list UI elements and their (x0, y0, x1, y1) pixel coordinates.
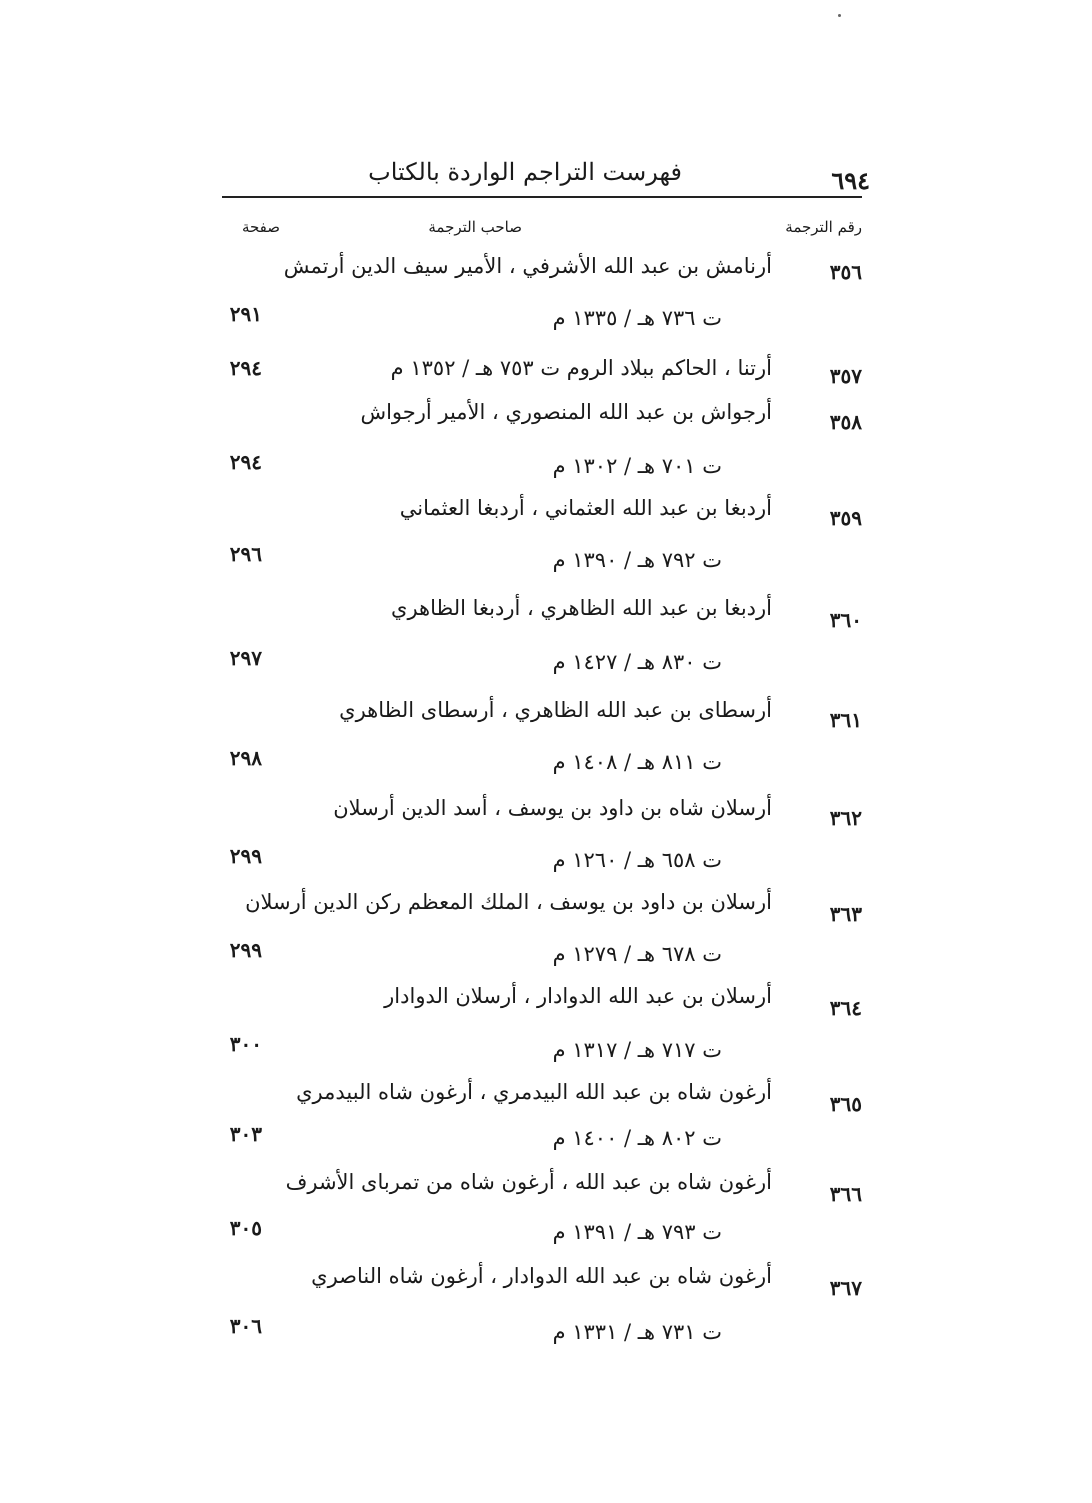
entry-page: ٢٩٤ (229, 450, 262, 474)
entry-death-date: ت ٧١٧ هـ / ١٣١٧ م (552, 1038, 722, 1062)
entry-death-date: ت ٨٠٢ هـ / ١٤٠٠ م (552, 1126, 722, 1150)
entry-number: ٣٦٠ (829, 608, 862, 632)
entry-page: ٢٩٤ (229, 356, 262, 380)
entry-number: ٣٦٥ (829, 1092, 862, 1116)
entry-death-date: ت ٧٩٣ هـ / ١٣٩١ م (552, 1220, 722, 1244)
entry-name: أردبغا بن عبد الله العثماني ، أردبغا العثماني (399, 496, 772, 520)
entry-number: ٣٦٤ (829, 996, 862, 1020)
entry-name: أرسلان بن داود بن يوسف ، الملك المعظم ركن الدين أرسلان (245, 890, 772, 914)
page-number: ٦٩٤ (831, 166, 870, 195)
header-rule (222, 196, 862, 198)
page-title: فهرست التراجم الواردة بالكتاب (368, 158, 682, 186)
entry-number: ٣٦٦ (829, 1182, 862, 1206)
entry-death-date: ت ٧٣١ هـ / ١٣٣١ م (552, 1320, 722, 1344)
entry-death-date: ت ٧٠١ هـ / ١٣٠٢ م (552, 454, 722, 478)
entry-number: ٣٥٨ (829, 410, 862, 434)
entry-number: ٣٥٦ (829, 260, 862, 284)
entry-number: ٣٦٢ (829, 806, 862, 830)
entry-number: ٣٥٩ (829, 506, 862, 530)
column-header-page: صفحة (241, 218, 280, 236)
entry-death-date: ت ٨٣٠ هـ / ١٤٢٧ م (552, 650, 722, 674)
entry-death-date: ت ٧٣٦ هـ / ١٣٣٥ م (552, 306, 722, 330)
entry-number: ٣٦١ (829, 708, 862, 732)
entry-page: ٢٩٧ (229, 646, 262, 670)
entry-name: أرجواش بن عبد الله المنصوري ، الأمير أرجواش (360, 400, 772, 424)
entry-number: ٣٦٧ (829, 1276, 862, 1300)
column-header-name: صاحب الترجمة (428, 218, 522, 236)
entry-number: ٣٥٧ (829, 364, 862, 388)
entry-page: ٢٩٩ (229, 844, 262, 868)
entry-page: ٣٠٠ (229, 1032, 262, 1056)
entry-death-date: ت ٨١١ هـ / ١٤٠٨ م (552, 750, 722, 774)
entry-name: أرغون شاه بن عبد الله ، أرغون شاه من تمربای الأشرف (285, 1170, 772, 1194)
entry-page: ٣٠٣ (229, 1122, 262, 1146)
column-header-number: رقم الترجمة (785, 218, 862, 236)
entry-page: ٢٩٨ (229, 746, 262, 770)
entry-page: ٣٠٥ (229, 1216, 262, 1240)
entry-name: أرسلان بن عبد الله الدوادار ، أرسلان الدوادار (384, 984, 772, 1008)
entry-death-date: ت ٧٩٢ هـ / ١٣٩٠ م (552, 548, 722, 572)
entry-name: أردبغا بن عبد الله الظاهري ، أردبغا الظاهري (391, 596, 772, 620)
entry-death-date: ت ٦٧٨ هـ / ١٢٧٩ م (552, 942, 722, 966)
entry-name: أرنامش بن عبد الله الأشرفي ، الأمير سيف الدين أرتمش (283, 254, 772, 278)
entry-page: ٢٩٦ (229, 542, 262, 566)
entry-page: ٣٠٦ (229, 1314, 262, 1338)
entry-number: ٣٦٣ (829, 902, 862, 926)
entry-death-date: ت ٦٥٨ هـ / ١٢٦٠ م (552, 848, 722, 872)
entry-name: أرتنا ، الحاكم ببلاد الروم ت ٧٥٣ هـ / ١٣٥٢ م (390, 356, 772, 380)
entry-name: أرغون شاه بن عبد الله الدوادار ، أرغون شاه الناصري (311, 1264, 772, 1288)
entry-page: ٢٩٩ (229, 938, 262, 962)
entry-name: أرسطاى بن عبد الله الظاهري ، أرسطاى الظاهري (339, 698, 772, 722)
entry-page: ٢٩١ (229, 302, 262, 326)
entry-name: أرسلان شاه بن داود بن يوسف ، أسد الدين أرسلان (333, 796, 772, 820)
speck (838, 14, 841, 17)
entry-name: أرغون شاه بن عبد الله البيدمري ، أرغون شاه البيدمري (296, 1080, 772, 1104)
